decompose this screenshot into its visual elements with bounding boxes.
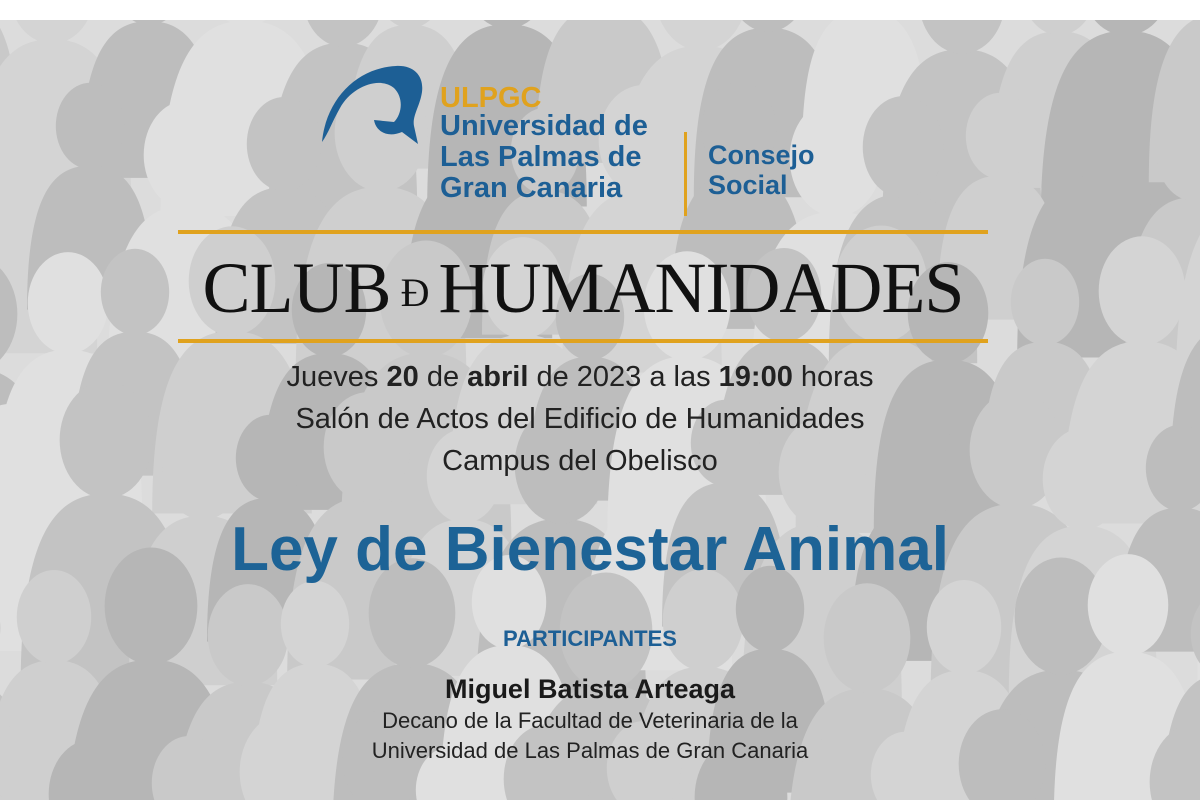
event-day-label: Jueves xyxy=(286,361,379,393)
council-name-line-2: Social xyxy=(708,170,788,200)
ulpgc-acronym: ULPGC xyxy=(440,82,542,114)
participants-heading: PARTICIPANTES xyxy=(503,626,677,651)
university-name-line-2: Las Palmas de xyxy=(440,141,642,173)
university-name-line-1: Universidad de xyxy=(440,110,648,142)
participant-name: Miguel Batista Arteaga xyxy=(444,674,736,704)
logo-divider xyxy=(684,132,687,216)
event-time-suffix: horas xyxy=(800,361,874,393)
event-date-line xyxy=(150,356,1010,398)
council-name-line-1: Consejo xyxy=(708,140,815,170)
club-title-right: HUMANIDADES xyxy=(438,248,964,328)
university-name-line-3: Gran Canaria xyxy=(440,172,623,204)
talk-title: Ley de Bienestar Animal xyxy=(231,515,949,584)
event-campus: Campus del Obelisco xyxy=(442,445,718,477)
event-month: abril xyxy=(467,361,529,393)
event-details xyxy=(150,356,1010,482)
event-day-number: 20 xyxy=(386,361,419,393)
title-rule-bottom xyxy=(178,339,988,343)
event-month-prefix: de xyxy=(426,361,460,393)
participant-role-line-1: Decano de la Facultad de Veterinaria de la xyxy=(382,708,798,733)
participant-item xyxy=(240,672,940,766)
club-title-left: CLUB xyxy=(202,248,391,328)
event-poster xyxy=(0,20,1200,800)
ulpgc-logo xyxy=(318,60,878,210)
club-title-mid: Ð xyxy=(400,270,429,315)
event-time: 19:00 xyxy=(718,361,793,393)
participants-list xyxy=(240,672,940,778)
event-venue: Salón de Actos del Edificio de Humanidades xyxy=(295,403,865,435)
event-year-text: de 2023 a las xyxy=(536,361,711,393)
ulpgc-emblem-icon xyxy=(318,60,428,160)
club-title xyxy=(178,242,988,339)
title-rule-top xyxy=(178,230,988,234)
participant-role-line-2: Universidad de Las Palmas de Gran Canaria xyxy=(371,738,809,763)
